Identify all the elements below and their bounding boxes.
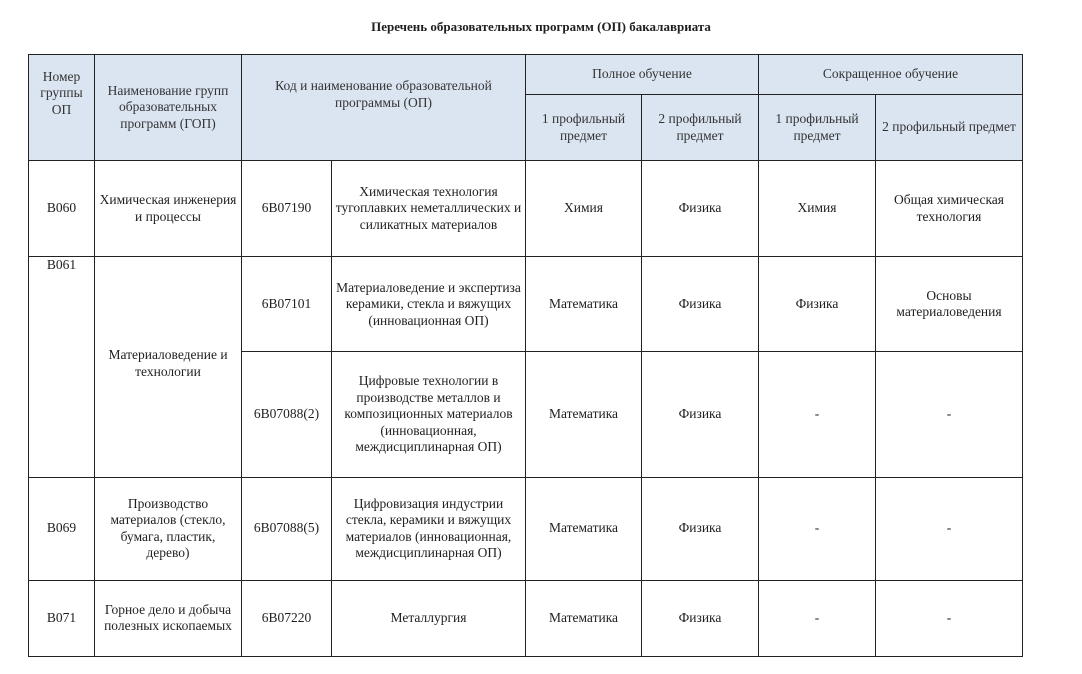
short-subject-2: Общая химическая технология <box>876 161 1023 257</box>
full-subject-2: Физика <box>642 161 759 257</box>
program-name: Материаловедение и экспертиза керамики, стекла и вяжущих (инновационная ОП) <box>332 257 526 352</box>
program-code: 6B07190 <box>242 161 332 257</box>
full-subject-1: Химия <box>526 161 642 257</box>
programs-table <box>28 54 1023 657</box>
table-row <box>29 580 1023 656</box>
header-short-subject-1: 1 профильный предмет <box>759 95 876 161</box>
short-subject-1: Химия <box>759 161 876 257</box>
group-number: B071 <box>29 580 95 656</box>
program-code: 6B07101 <box>242 257 332 352</box>
document-title: Перечень образовательных программ (ОП) бакалавриата <box>371 19 711 34</box>
program-name: Цифровые технологии в производстве металлов и композиционных материалов (инновационная, междисциплинарная ОП) <box>332 352 526 477</box>
group-name: Горное дело и добыча полезных ископаемых <box>95 580 242 656</box>
group-number: B061 <box>29 257 95 477</box>
program-code: 6B07220 <box>242 580 332 656</box>
short-subject-1: - <box>759 477 876 580</box>
header-full-subject-1: 1 профильный предмет <box>526 95 642 161</box>
full-subject-1: Математика <box>526 257 642 352</box>
short-subject-1: - <box>759 352 876 477</box>
header-full-subject-2: 2 профильный предмет <box>642 95 759 161</box>
header-short-study: Сокращенное обучение <box>759 55 1023 95</box>
group-number: B060 <box>29 161 95 257</box>
full-subject-1: Математика <box>526 352 642 477</box>
header-group-name: Наименование групп образовательных программ (ГОП) <box>95 55 242 161</box>
full-subject-1: Математика <box>526 580 642 656</box>
full-subject-2: Физика <box>642 257 759 352</box>
full-subject-2: Физика <box>642 477 759 580</box>
program-name: Химическая технология тугоплавких неметаллических и силикатных материалов <box>332 161 526 257</box>
header-full-study: Полное обучение <box>526 55 759 95</box>
group-name: Материаловедение и технологии <box>95 257 242 477</box>
program-code: 6B07088(2) <box>242 352 332 477</box>
short-subject-2: - <box>876 580 1023 656</box>
full-subject-2: Физика <box>642 580 759 656</box>
header-row <box>29 55 1023 95</box>
short-subject-2: - <box>876 477 1023 580</box>
header-program: Код и наименование образовательной программы (ОП) <box>242 55 526 161</box>
program-name: Металлургия <box>332 580 526 656</box>
group-number: B069 <box>29 477 95 580</box>
full-subject-2: Физика <box>642 352 759 477</box>
short-subject-2: Основы материаловедения <box>876 257 1023 352</box>
table-row <box>29 257 1023 352</box>
short-subject-1: Физика <box>759 257 876 352</box>
header-short-subject-2: 2 профильный предмет <box>876 95 1023 161</box>
table-row <box>29 477 1023 580</box>
table-row <box>29 161 1023 257</box>
short-subject-2: - <box>876 352 1023 477</box>
full-subject-1: Математика <box>526 477 642 580</box>
group-name: Производство материалов (стекло, бумага, пластик, дерево) <box>95 477 242 580</box>
group-name: Химическая инженерия и процессы <box>95 161 242 257</box>
header-group-number: Номер группы ОП <box>29 55 95 161</box>
program-code: 6B07088(5) <box>242 477 332 580</box>
program-name: Цифровизация индустрии стекла, керамики и вяжущих материалов (инновационная, междисциплинарная ОП) <box>332 477 526 580</box>
short-subject-1: - <box>759 580 876 656</box>
